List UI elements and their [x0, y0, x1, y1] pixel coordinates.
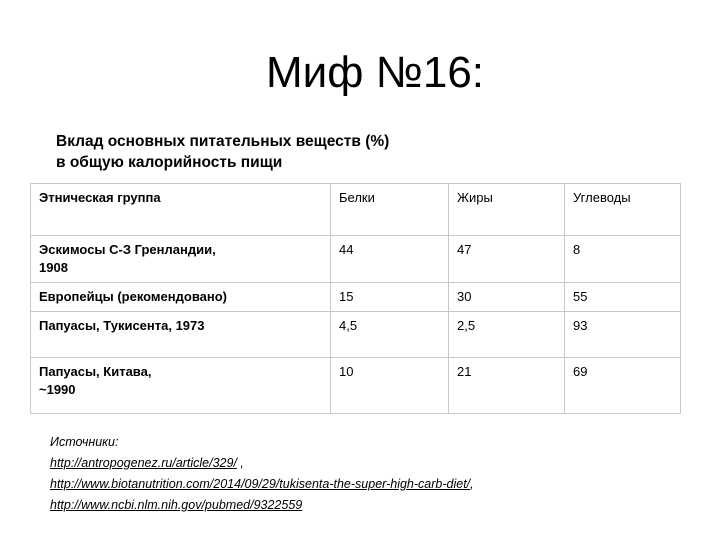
cell-group: Папуасы, Китава, ~1990: [31, 358, 331, 414]
cell-group: Папуасы, Тукисента, 1973: [31, 312, 331, 358]
table-row: [31, 236, 681, 283]
sources-line-2: [50, 474, 670, 495]
table-row: [31, 283, 681, 312]
header-fat: Жиры: [449, 184, 565, 236]
sources-line-1: [50, 453, 670, 474]
cell-group: Европейцы (рекомендовано): [31, 283, 331, 312]
table-header-row: [31, 184, 681, 236]
source-separator: ,: [236, 456, 244, 470]
cell-carbs: 93: [565, 312, 681, 358]
source-link-pubmed[interactable]: http://www.ncbi.nlm.nih.gov/pubmed/9322559: [50, 498, 303, 512]
source-link-biotanutrition[interactable]: http://www.biotanutrition.com/2014/09/29/tukisenta-the-super-high-carb-diet/: [50, 477, 471, 491]
cell-protein: 15: [331, 283, 449, 312]
cell-protein: 4,5: [331, 312, 449, 358]
cell-fat: 2,5: [449, 312, 565, 358]
cell-carbs: 55: [565, 283, 681, 312]
sources-line-3: [50, 495, 670, 516]
header-protein: Белки: [331, 184, 449, 236]
nutrients-table: [30, 183, 681, 414]
cell-fat: 30: [449, 283, 565, 312]
table-caption: [56, 131, 496, 173]
cell-group: Эскимосы С-З Гренландии, 1908: [31, 236, 331, 283]
cell-carbs: 8: [565, 236, 681, 283]
header-carbs: Углеводы: [565, 184, 681, 236]
sources-label: Источники:: [50, 435, 119, 449]
cell-fat: 47: [449, 236, 565, 283]
cell-protein: 44: [331, 236, 449, 283]
table-caption-line-1: Вклад основных питательных веществ (%): [56, 133, 390, 150]
cell-protein: 10: [331, 358, 449, 414]
cell-carbs: 69: [565, 358, 681, 414]
table-row: [31, 312, 681, 358]
source-separator: ,: [470, 477, 474, 491]
table-row: [31, 358, 681, 414]
header-ethnic-group: Этническая группа: [31, 184, 331, 236]
cell-fat: 21: [449, 358, 565, 414]
slide-title: Миф №16:: [265, 48, 485, 97]
table-caption-line-2: в общую калорийность пищи: [56, 154, 283, 171]
source-link-antropogenez[interactable]: http://antropogenez.ru/article/329/: [50, 456, 237, 470]
sources-block: [50, 432, 670, 516]
